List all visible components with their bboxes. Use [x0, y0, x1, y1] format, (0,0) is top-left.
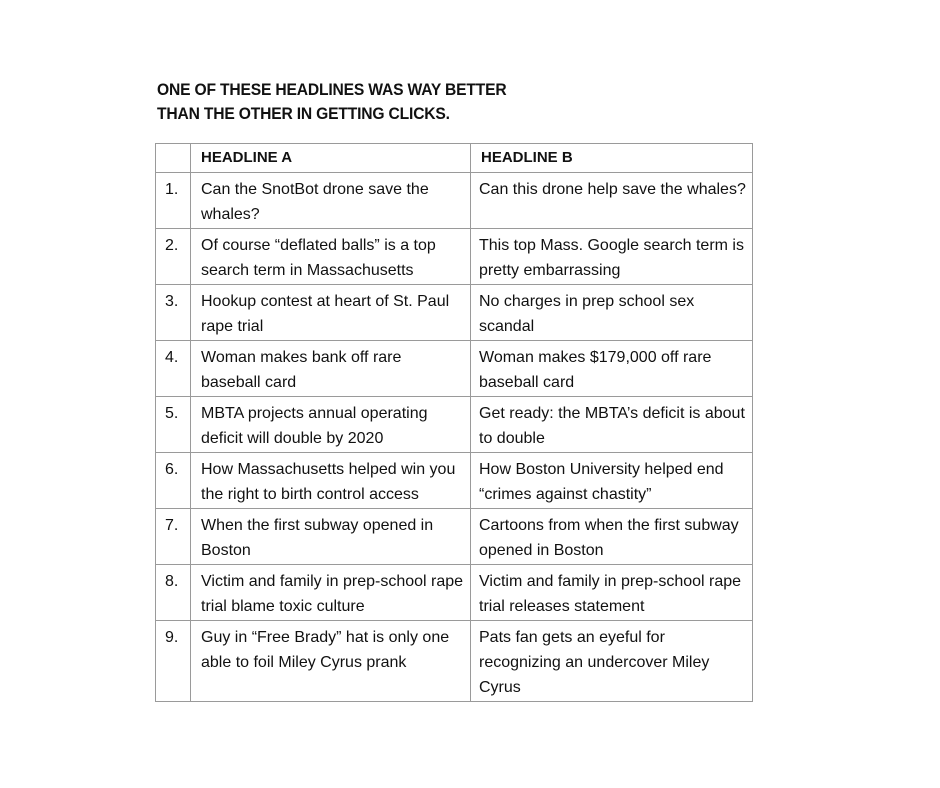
headline-b-cell: No charges in prep school sex scandal — [471, 285, 753, 341]
title-line-1: ONE OF THESE HEADLINES WAS WAY BETTER — [157, 80, 507, 99]
row-number: 7. — [156, 509, 191, 565]
table-row — [156, 229, 753, 285]
table-row — [156, 397, 753, 453]
table-row — [156, 341, 753, 397]
table-row — [156, 173, 753, 229]
row-number: 9. — [156, 621, 191, 702]
headline-a-cell: Can the SnotBot drone save the whales? — [191, 173, 471, 229]
table-row — [156, 565, 753, 621]
headline-b-cell: Woman makes $179,000 off rare baseball card — [471, 341, 753, 397]
header-number — [156, 144, 191, 173]
table-row — [156, 285, 753, 341]
headline-b-cell: Victim and family in prep-school rape trial releases statement — [471, 565, 753, 621]
row-number: 2. — [156, 229, 191, 285]
row-number: 6. — [156, 453, 191, 509]
headline-a-cell: How Massachusetts helped win you the right to birth control access — [191, 453, 471, 509]
headline-b-cell: Cartoons from when the first subway opened in Boston — [471, 509, 753, 565]
table-row — [156, 509, 753, 565]
headline-a-cell: Of course “deflated balls” is a top search term in Massachusetts — [191, 229, 471, 285]
row-number: 4. — [156, 341, 191, 397]
row-number: 1. — [156, 173, 191, 229]
page-title — [157, 78, 543, 126]
row-number: 3. — [156, 285, 191, 341]
headline-b-cell: This top Mass. Google search term is pretty embarrassing — [471, 229, 753, 285]
row-number: 8. — [156, 565, 191, 621]
headline-a-cell: Woman makes bank off rare baseball card — [191, 341, 471, 397]
header-headline-b: HEADLINE B — [471, 144, 753, 173]
headline-b-cell: Get ready: the MBTA’s deficit is about to double — [471, 397, 753, 453]
headline-b-cell: Pats fan gets an eyeful for recognizing an undercover Miley Cyrus — [471, 621, 753, 702]
headline-a-cell: Victim and family in prep-school rape trial blame toxic culture — [191, 565, 471, 621]
header-headline-a: HEADLINE A — [191, 144, 471, 173]
row-number: 5. — [156, 397, 191, 453]
title-line-2: THAN THE OTHER IN GETTING CLICKS. — [157, 104, 450, 123]
headline-b-cell: How Boston University helped end “crimes against chastity” — [471, 453, 753, 509]
header-row — [156, 144, 753, 173]
headline-b-cell: Can this drone help save the whales? — [471, 173, 753, 229]
headline-a-cell: When the first subway opened in Boston — [191, 509, 471, 565]
headline-a-cell: MBTA projects annual operating deficit will double by 2020 — [191, 397, 471, 453]
table-row — [156, 621, 753, 702]
table-row — [156, 453, 753, 509]
headline-comparison-table — [155, 143, 753, 702]
headline-a-cell: Guy in “Free Brady” hat is only one able to foil Miley Cyrus prank — [191, 621, 471, 702]
headline-a-cell: Hookup contest at heart of St. Paul rape trial — [191, 285, 471, 341]
